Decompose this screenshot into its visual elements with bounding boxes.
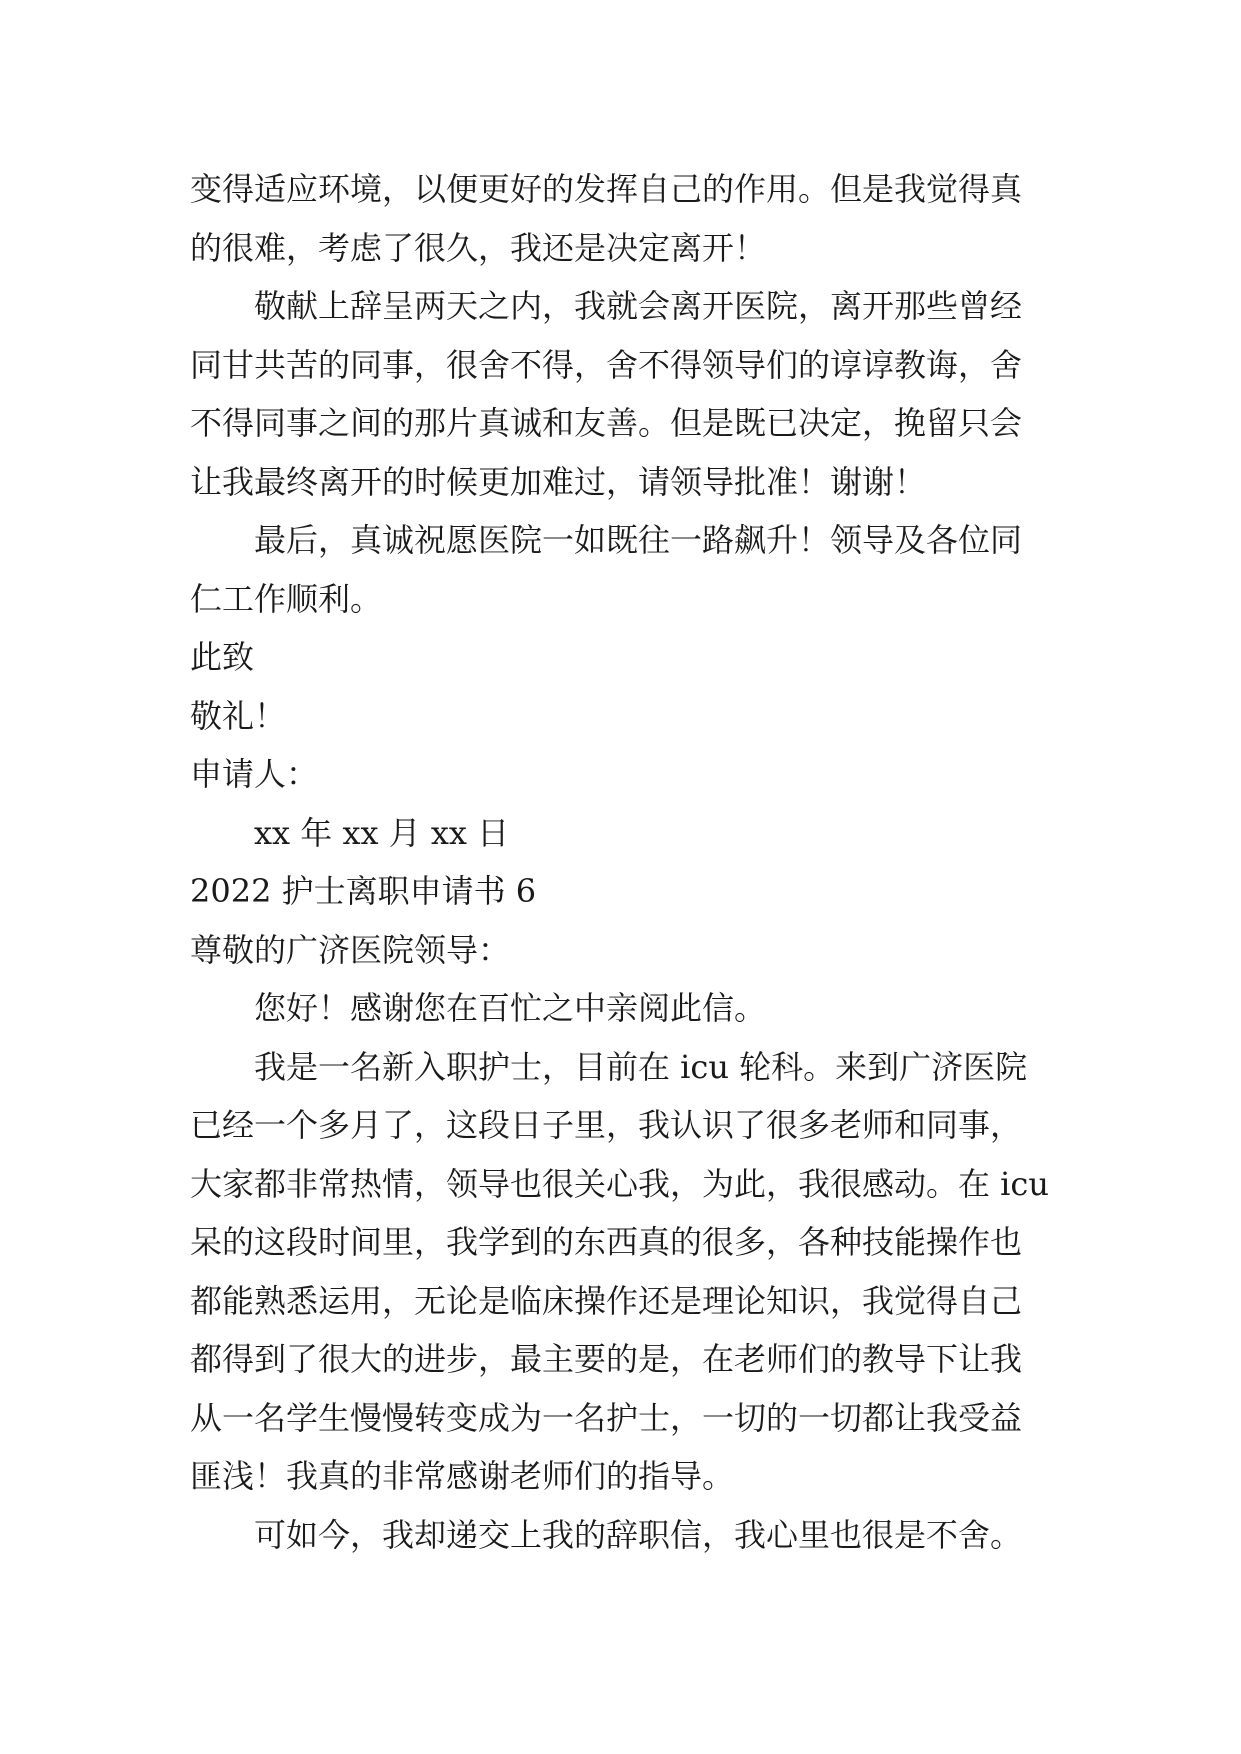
- closing-salutation: 此致: [190, 638, 255, 676]
- letter-greeting: 尊敬的广济医院领导：: [190, 930, 511, 969]
- date-line: xx 年 xx 月 xx 日: [254, 813, 510, 852]
- text-line: 都能熟悉运用，无论是临床操作还是理论知识，我觉得自己: [190, 1281, 1023, 1320]
- applicant-label: 申请人：: [190, 755, 319, 793]
- document-body: [190, 160, 1070, 1564]
- closing-regards: 敬礼！: [190, 696, 287, 735]
- text-line: 呆的这段时间里，我学到的东西真的很多，各种技能操作也: [190, 1223, 1023, 1261]
- paragraph-first-line: 最后，真诚祝愿医院一如既往一路飙升！领导及各位同: [254, 521, 1023, 559]
- text-line: 同甘共苦的同事，很舍不得，舍不得领导们的谆谆教诲，舍: [190, 345, 1023, 384]
- text-line: 不得同事之间的那片真诚和友善。但是既已决定，挽留只会: [190, 404, 1023, 442]
- text-line: 的很难，考虑了很久，我还是决定离开！: [190, 228, 767, 267]
- text-line: 都得到了很大的进步，最主要的是，在老师们的教导下让我: [190, 1340, 1023, 1378]
- paragraph-first-line: 可如今，我却递交上我的辞职信，我心里也很是不舍。: [254, 1515, 1023, 1554]
- paragraph-first-line: 敬献上辞呈两天之内，我就会离开医院，离开那些曾经: [254, 287, 1023, 325]
- text-line: 仁工作顺利。: [190, 579, 383, 618]
- text-line: 已经一个多月了，这段日子里，我认识了很多老师和同事，: [190, 1106, 1023, 1144]
- text-line: 从一名学生慢慢转变成为一名护士，一切的一切都让我受益: [190, 1398, 1023, 1437]
- paragraph-first-line: 您好！感谢您在百忙之中亲阅此信。: [254, 989, 767, 1027]
- text-line: 变得适应环境，以便更好的发挥自己的作用。但是我觉得真: [190, 170, 1023, 208]
- text-line: 匪浅！我真的非常感谢老师们的指导。: [190, 1457, 735, 1495]
- text-line: 让我最终离开的时候更加难过，请领导批准！谢谢！: [190, 462, 927, 501]
- paragraph-first-line: 我是一名新入职护士，目前在 icu 轮科。来到广济医院: [254, 1047, 1028, 1086]
- section-title: 2022 护士离职申请书 6: [190, 872, 537, 910]
- text-line: 大家都非常热情，领导也很关心我，为此，我很感动。在 icu: [190, 1164, 1049, 1203]
